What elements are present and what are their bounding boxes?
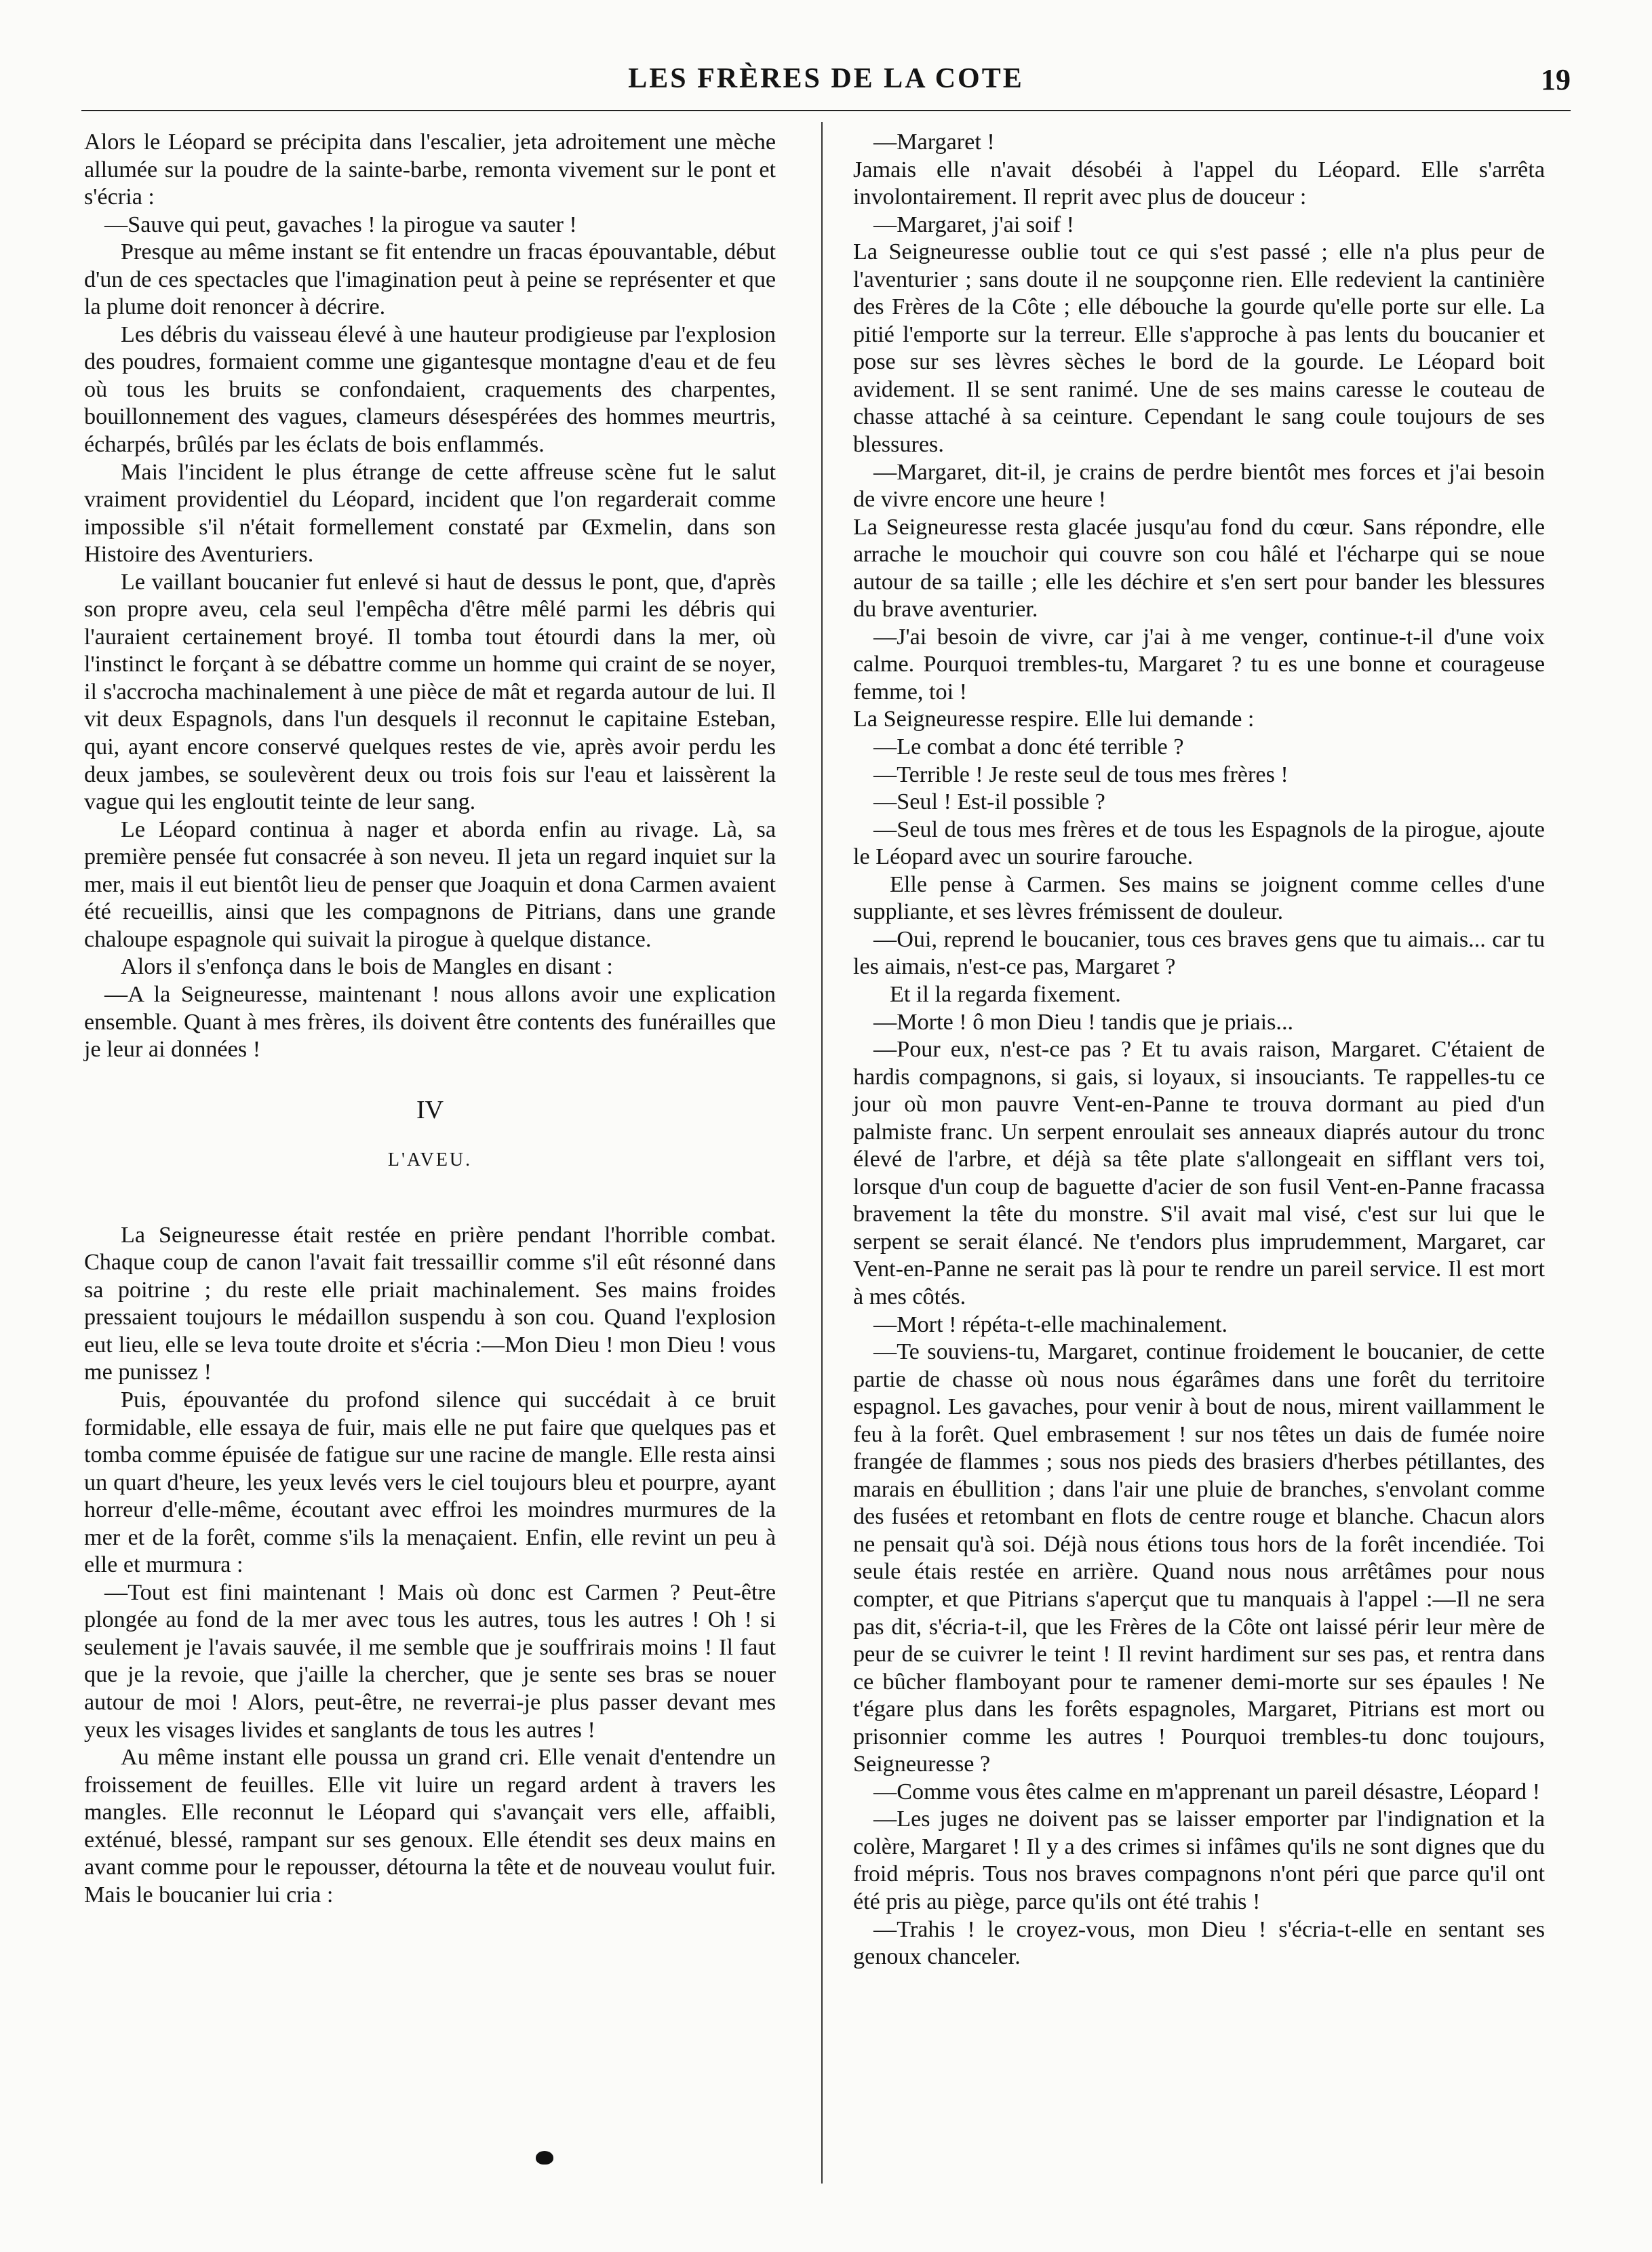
paragraph: Jamais elle n'avait désobéi à l'appel du Léopard. Elle s'arrêta involontairement. Il reprit avec plus de douceur : [853, 157, 1545, 210]
paragraph: —Margaret, dit-il, je crains de perdre bientôt mes forces et j'ai besoin de vivre encore une heure ! [853, 459, 1545, 513]
paragraph: —Oui, reprend le boucanier, tous ces braves gens que tu aimais... car tu les aimais, n'est-ce pas, Margaret ? [853, 926, 1545, 980]
paragraph: —Seul de tous mes frères et de tous les Espagnols de la pirogue, ajoute le Léopard avec un sourire farouche. [853, 816, 1545, 870]
left-column [84, 129, 776, 1909]
paragraph: —Terrible ! Je reste seul de tous mes frères ! [873, 762, 1289, 787]
paragraph: —Margaret ! [873, 130, 995, 155]
paragraph: —Pour eux, n'est-ce pas ? Et tu avais raison, Margaret. C'étaient de hardis compagnons, si gais, si loyaux, si insouciants. Te rappelles-tu ce jour où mon pauvre Vent-en-Panne te trouva dormant au pied d'un palmiste franc. Un serpent enroulait ses anneaux diaprés autour du tronc élevé de l'arbre, et déjà sa tête plate s'allongeait en sifflant vers toi, lorsque d'un coup de baguette d'acier de son fusil Vent-en-Panne fracassa bravement la tête du monstre. S'il avait mal visé, c'est sur lui que le serpent se serait élancé. Ne t'endors plus imprudemment, Margaret, car Vent-en-Panne ne serait pas là pour te rendre un pareil service. Il est mort à mes côtés. [853, 1037, 1545, 1309]
running-header [81, 62, 1571, 110]
paragraph: Et il la regarda fixement. [890, 981, 1121, 1007]
paragraph: Presque au même instant se fit entendre un fracas épouvantable, début d'un de ces spectacles que l'imagination peut à peine se représenter et que la plume doit renoncer à décrire. [84, 239, 776, 320]
running-title: LES FRÈRES DE LA COTE [628, 63, 1024, 94]
paragraph: —Tout est fini maintenant ! Mais où donc est Carmen ? Peut-être plongée au fond de la mer avec tous les autres, tous les autres ! Oh ! si seulement je l'avais sauvée, il me semble que je souffrirais moins ! Il faut que je la revoie, que j'aille la chercher, que je sente ses bras se nouer autour de moi ! Alors, peut-être, ne reverrai-je plus passer devant mes yeux les visages livides et sanglants de tous les autres ! [84, 1579, 776, 1743]
paragraph: —Mort ! répéta-t-elle machinalement. [873, 1311, 1228, 1337]
ink-blot-ornament [536, 2151, 553, 2165]
paragraph: —Te souviens-tu, Margaret, continue froidement le boucanier, de cette partie de chasse où nous nous égarâmes dans une forêt du territoire espagnol. Les gavaches, pour venir à bout de nous, mirent vaillamment le feu à la forêt. Quel embrasement ! sur nos têtes un dais de fumée noire frangée de flammes ; sous nos pieds des brasiers d'herbes pétillantes, des marais en ébullition ; dans l'air une pluie de branches, s'envolant comme des fusées et retombant en flots de centre rouge et blanche. Chacun alors ne pensait qu'à soi. Déjà nous étions tous hors de la forêt incendiée. Toi seule étais restée en arrière. Quand nous nous arrêtâmes pour nous compter, et que Pitrians s'aperçut que tu manquais à l'appel :—Il ne sera pas dit, s'écria-t-il, que les Frères de la Côte ont laissé périr leur mère de peur de se cuivrer le teint ! Il revint hardiment sur ses pas, et rentra dans ce bûcher flamboyant pour te ramener demi-morte sur ses épaules ! Ne t'égare plus dans les forêts espagnoles, Margaret, Pitrians est mort ou prisonnier comme les autres ! Pourquoi trembles-tu donc toujours, Seigneuresse ? [853, 1339, 1545, 1777]
paragraph: —Comme vous êtes calme en m'apprenant un pareil désastre, Léopard ! [873, 1779, 1541, 1804]
paragraph: Au même instant elle poussa un grand cri. Elle venait d'entendre un froissement de feuilles. Elle vit luire un regard ardent à travers les mangles. Elle reconnut le Léopard qui s'avançait vers elle, affaibli, exténué, blessé, rampant sur ses genoux. Elle étendit ses deux mains en avant comme pour le repousser, détourna la tête et de nouveau voulut fuir. Mais le boucanier lui cria : [84, 1745, 776, 1908]
chapter-number: IV [416, 1095, 444, 1124]
paragraph: Puis, épouvantée du profond silence qui succédait à ce bruit formidable, elle essaya de fuir, mais elle ne put faire que quelques pas et tomba comme épuisée de fatigue sur une racine de mangle. Elle resta ainsi un quart d'heure, les yeux levés vers le ciel toujours bleu et pourpre, ayant horreur d'elle-même, écoutant avec effroi les moindres murmures de la mer et de la forêt, comme s'ils la menaçaient. Enfin, elle revint un peu à elle et murmura : [84, 1387, 776, 1578]
paragraph: La Seigneuresse oublie tout ce qui s'est passé ; elle n'a plus peur de l'aventurier ; sans doute il ne soupçonne rien. Elle redevient la cantinière des Frères de la Côte ; elle débouche la gourde qu'elle porte sur elle. La pitié l'emporte sur la terreur. Elle s'approche à pas lents du boucanier et pose sur ses lèvres sèches le bord de la gourde. Le Léopard boit avidement. Il se sent ranimé. Une de ses mains caresse le couteau de chasse attaché à sa ceinture. Cependant le sang coule toujours de ses blessures. [853, 239, 1545, 458]
paragraph: Elle pense à Carmen. Ses mains se joignent comme celles d'une suppliante, et ses lèvres frémissent de douleur. [853, 871, 1545, 925]
paragraph: —Morte ! ô mon Dieu ! tandis que je priais... [873, 1009, 1294, 1035]
paragraph: La Seigneuresse resta glacée jusqu'au fond du cœur. Sans répondre, elle arrache le mouchoir qui couvre son cou hâlé et l'écharpe qui se noue autour de sa taille ; elle les déchire et s'en sert pour bander les blessures du brave aventurier. [853, 514, 1545, 623]
paragraph: Alors il s'enfonça dans le bois de Mangles en disant : [121, 954, 613, 980]
right-column [853, 129, 1545, 1971]
paragraph: La Seigneuresse était restée en prière pendant l'horrible combat. Chaque coup de canon l'avait fait tressaillir comme s'il eût résonné dans sa poitrine ; du reste elle priait machinalement. Ses mains froides pressaient toujours le médaillon suspendu à son cou. Quand l'explosion eut lieu, elle se leva toute droite et s'écria :—Mon Dieu ! mon Dieu ! vous me punissez ! [84, 1222, 776, 1385]
paragraph: —A la Seigneuresse, maintenant ! nous allons avoir une explication ensemble. Quant à mes frères, ils doivent être contents des funérailles que je leur ai données ! [84, 981, 776, 1063]
column-divider [821, 122, 823, 2184]
paragraph: —Seul ! Est-il possible ? [873, 789, 1105, 815]
paragraph: —Le combat a donc été terrible ? [873, 734, 1184, 760]
paragraph: —Sauve qui peut, gavaches ! la pirogue va sauter ! [104, 212, 577, 237]
header-rule [81, 110, 1571, 111]
paragraph: Le vaillant boucanier fut enlevé si haut de dessus le pont, que, d'après son propre aveu, cela seul l'empêcha d'être mêlé parmi les débris qui l'auraient certainement broyé. Il tomba tout étourdi dans la mer, où l'instinct le forçant à se débattre comme un homme qui craint de se noyer, il s'accrocha machinalement à une pièce de mât et regarda autour de lui. Il vit deux Espagnols, dans l'un desquels il reconnut le capitaine Esteban, qui, ayant encore conservé quelques restes de vie, après avoir perdu les deux jambes, se soulevèrent deux ou trois fois sur l'eau et laissèrent la vague qui les engloutit teinte de leur sang. [84, 569, 776, 815]
paragraph: Le Léopard continua à nager et aborda enfin au rivage. Là, sa première pensée fut consacrée à son neveu. Il jeta un regard inquiet sur la mer, mais il eut bientôt lieu de penser que Joaquin et dona Carmen avaient été recueillis, ainsi que les compagnons de Pitrians, dans une grande chaloupe espagnole qui suivait la pirogue à quelque distance. [84, 816, 776, 952]
paragraph: —J'ai besoin de vivre, car j'ai à me venger, continue-t-il d'une voix calme. Pourquoi trembles-tu, Margaret ? tu es une bonne et courageuse femme, toi ! [853, 624, 1545, 705]
paragraph: Les débris du vaisseau élevé à une hauteur prodigieuse par l'explosion des poudres, formaient comme une gigantesque montagne d'eau et de feu où tous les bruits se confondaient, craquements des charpentes, bouillonnement des vagues, clameurs désespérées des hommes meurtris, écharpés, brûlés par les éclats de bois enflammés. [84, 321, 776, 458]
paragraph: Alors le Léopard se précipita dans l'escalier, jeta adroitement une mèche allumée sur la poudre de la sainte-barbe, remonta vivement sur le pont et s'écria : [84, 130, 776, 210]
paragraph: —Les juges ne doivent pas se laisser emporter par l'indignation et la colère, Margaret ! Il y a des crimes si infâmes qu'ils ne sont dignes que du froid mépris. Tous nos braves compagnons n'ont péri que parce qu'il ont été pris au piège, parce qu'ils ont été trahis ! [853, 1806, 1545, 1914]
page-number: 19 [1541, 63, 1571, 96]
paragraph: —Margaret, j'ai soif ! [873, 212, 1075, 237]
paragraph: —Trahis ! le croyez-vous, mon Dieu ! s'écria-t-elle en sentant ses genoux chanceler. [853, 1916, 1545, 1970]
paragraph: Mais l'incident le plus étrange de cette affreuse scène fut le salut vraiment providentiel du Léopard, incident que l'on regarderait comme impossible s'il n'était formellement constaté par Œxmelin, dans son Histoire des Aventuriers. [84, 459, 776, 568]
chapter-title: L'AVEU. [387, 1149, 473, 1171]
paragraph: La Seigneuresse respire. Elle lui demande : [853, 707, 1255, 732]
